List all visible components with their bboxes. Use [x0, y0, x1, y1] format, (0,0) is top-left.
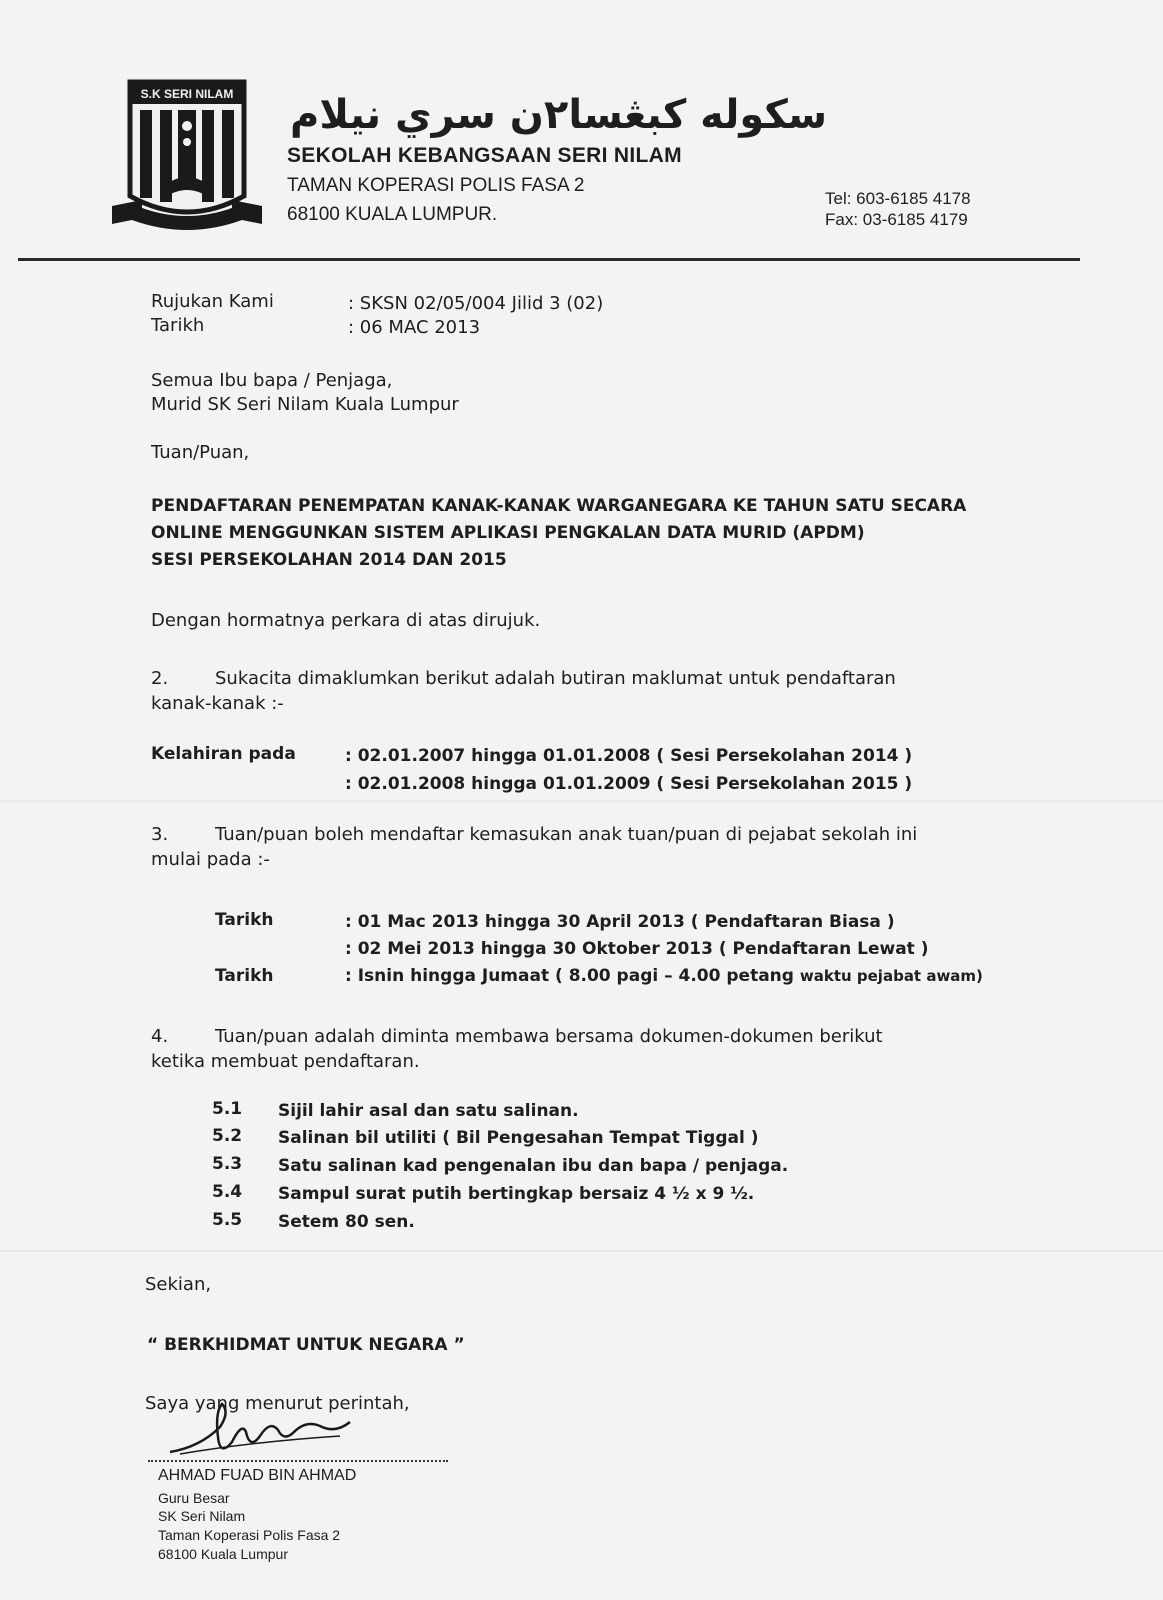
fax: Fax: 03-6185 4179: [825, 210, 968, 229]
doc-text: Setem 80 sen.: [278, 1212, 415, 1232]
sign-off: Saya yang menurut perintah,: [145, 1393, 410, 1414]
signatory-address-2: 68100 Kuala Lumpur: [158, 1546, 288, 1562]
paper-fold: [0, 800, 1163, 802]
para3-number: 3.: [151, 824, 169, 845]
address-line-1: TAMAN KOPERASI POLIS FASA 2: [287, 175, 585, 196]
subject-line-1: PENDAFTARAN PENEMPATAN KANAK-KANAK WARGANEGARA KE TAHUN SATU SECARA: [151, 496, 967, 516]
birth-label: Kelahiran pada: [151, 744, 296, 764]
crest-banner-text: S.K SERI NILAM: [140, 87, 234, 101]
header-divider: [18, 258, 1080, 261]
signature-line: [148, 1460, 448, 1462]
doc-text: Satu salinan kad pengenalan ibu dan bapa / penjaga.: [278, 1156, 789, 1176]
school-name: SEKOLAH KEBANGSAAN SERI NILAM: [287, 144, 682, 167]
date-label: Tarikh: [151, 315, 205, 336]
schedule-normal: : 01 Mac 2013 hingga 30 April 2013 ( Pendaftaran Biasa ): [345, 912, 895, 932]
subject-line-3: SESI PERSEKOLAHAN 2014 DAN 2015: [151, 550, 507, 570]
recipient-line-1: Semua Ibu bapa / Penjaga,: [151, 370, 393, 391]
subject-line-2: ONLINE MENGGUNKAN SISTEM APLIKASI PENGKALAN DATA MURID (APDM): [151, 523, 865, 543]
ref-value: : SKSN 02/05/004 Jilid 3 (02): [348, 293, 604, 314]
para2-line-1: Sukacita dimaklumkan berikut adalah butiran maklumat untuk pendaftaran: [215, 668, 896, 689]
ref-label: Rujukan Kami: [151, 291, 274, 312]
intro-text: Dengan hormatnya perkara di atas dirujuk.: [151, 610, 541, 631]
birth-range-2015: : 02.01.2008 hingga 01.01.2009 ( Sesi Persekolahan 2015 ): [345, 774, 913, 794]
schedule-hours-main: : Isnin hingga Jumaat ( 8.00 pagi – 4.00 petang: [345, 966, 800, 986]
para3-line-2: mulai pada :-: [151, 849, 270, 870]
schedule-label-1: Tarikh: [215, 910, 274, 930]
para2-line-2: kanak-kanak :-: [151, 693, 284, 714]
schedule-late: : 02 Mei 2013 hingga 30 Oktober 2013 ( Pendaftaran Lewat ): [345, 939, 929, 959]
doc-number: 5.2: [212, 1126, 243, 1146]
para4-line-1: Tuan/puan adalah diminta membawa bersama dokumen-dokumen berikut: [215, 1026, 883, 1047]
signatory-org: SK Seri Nilam: [158, 1508, 246, 1524]
motto: “ BERKHIDMAT UNTUK NEGARA ”: [147, 1335, 465, 1355]
para4-number: 4.: [151, 1026, 169, 1047]
address-line-2: 68100 KUALA LUMPUR.: [287, 204, 498, 225]
doc-text: Sampul surat putih bertingkap bersaiz 4 ½ x 9 ½.: [278, 1184, 755, 1204]
doc-number: 5.3: [212, 1154, 243, 1174]
telephone: Tel: 603-6185 4178: [825, 189, 971, 208]
para4-line-2: ketika membuat pendaftaran.: [151, 1051, 420, 1072]
signatory-address-1: Taman Koperasi Polis Fasa 2: [158, 1527, 341, 1543]
salutation: Tuan/Puan,: [151, 442, 250, 463]
schedule-hours-note: waktu pejabat awam): [799, 967, 983, 985]
paper-fold: [0, 1250, 1163, 1252]
recipient-line-2: Murid SK Seri Nilam Kuala Lumpur: [151, 394, 459, 415]
doc-number: 5.5: [212, 1210, 243, 1230]
signatory-name: AHMAD FUAD BIN AHMAD: [158, 1467, 357, 1484]
schedule-hours: [345, 966, 983, 986]
birth-range-2014: : 02.01.2007 hingga 01.01.2008 ( Sesi Persekolahan 2014 ): [345, 746, 913, 766]
doc-text: Sijil lahir asal dan satu salinan.: [278, 1101, 579, 1121]
doc-number: 5.4: [212, 1182, 243, 1202]
doc-text: Salinan bil utiliti ( Bil Pengesahan Tempat Tiggal ): [278, 1128, 759, 1148]
schedule-label-2: Tarikh: [215, 966, 274, 986]
para3-line-1: Tuan/puan boleh mendaftar kemasukan anak tuan/puan di pejabat sekolah ini: [215, 824, 918, 845]
date-value: : 06 MAC 2013: [348, 317, 481, 338]
school-name-jawi: سكوله كبڠسا٢ن سري نيلام: [290, 92, 828, 138]
closing: Sekian,: [145, 1274, 212, 1295]
signatory-title: Guru Besar: [158, 1490, 230, 1506]
para2-number: 2.: [151, 668, 169, 689]
school-crest-logo: [112, 78, 262, 238]
doc-number: 5.1: [212, 1099, 243, 1119]
